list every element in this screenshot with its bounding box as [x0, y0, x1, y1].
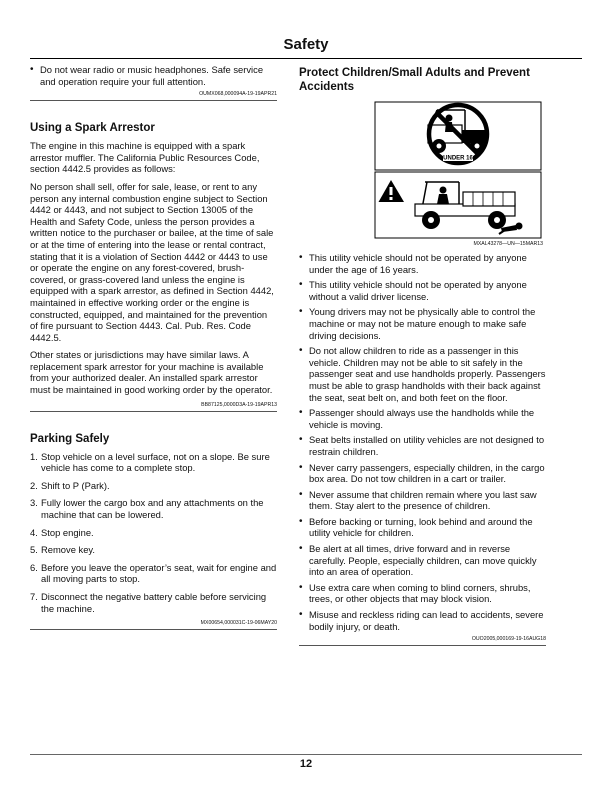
list-item: • Never assume that children remain where you last saw them. Stay alert to the presence of children. [299, 489, 546, 512]
left-column [30, 64, 277, 630]
age-limit-label: UNDER 16 [443, 155, 473, 162]
list-item: • Be alert at all times, drive forward and in reverse carefully. People, especially children, can move quickly into an area of operation. [299, 543, 546, 578]
step-text: Shift to P (Park). [41, 479, 110, 491]
list-item: • Misuse and reckless riding can lead to accidents, severe bodily injury, or death. [299, 609, 546, 632]
page-number: 12 [299, 758, 313, 770]
step-text: Stop vehicle on a level surface, not on a slope. Be sure vehicle has come to a complete stop. [41, 450, 270, 474]
list-item: • This utility vehicle should not be operated by anyone under the age of 16 years. [299, 252, 546, 275]
list-item: • Do not wear radio or music headphones. Safe service and operation require your full attention. [30, 64, 277, 87]
list-item: • Use extra care when coming to blind corners, shrubs, trees, or other objects that may block vision. [299, 582, 546, 605]
list-item [30, 451, 277, 474]
step-text: Before you leave the operator’s seat, wait for engine and all moving parts to stop. [41, 561, 277, 585]
title-divider [30, 58, 582, 59]
step-number: 6. [30, 561, 38, 573]
paragraph: No person shall sell, offer for sale, lease, or rent to any person any internal combustion engine subject to Section 4442 or 4443, and not subject to Section 13005 of the Health and Safety Code, unless the person provides a written notice to the purchaser or bailee, at the time of sale or at the time of entering into the lease or rental contract, stating that it is a violation of Section 4442 or 4443 to use or operate the engine on any forest-covered, brush-covered, or grass-covered land unless the engine is equipped with a spark arrestor, as defined in Section 4442, maintained in effective working order or the engine is constructed, equipped, and maintained for the prevention of fire pursuant to Section 4443. Cal. Pub. Res. Code 4442.5. [30, 180, 274, 343]
list-item [30, 591, 277, 614]
reference-code: MX00654,000031C-19-06MAY20 [30, 620, 277, 630]
list-item [30, 562, 277, 585]
intro-bullet-list [30, 64, 277, 87]
section-heading-protect-children: Protect Children/Small Adults and Prevent Accidents [299, 67, 530, 93]
step-number: 3. [30, 497, 38, 509]
list-item [30, 527, 277, 539]
list-item: • Before backing or turning, look behind and around the utility vehicle for children. [299, 516, 546, 539]
safety-illustration [373, 100, 543, 248]
step-number: 7. [30, 591, 38, 602]
child-safety-bullet-list [299, 252, 546, 632]
list-item: • Passenger should always use the handholds while the vehicle is moving. [299, 407, 546, 430]
list-item [30, 544, 277, 556]
list-item: • Seat belts installed on utility vehicles are not designed to restrain children. [299, 434, 546, 457]
paragraph: Other states or jurisdictions may have similar laws. A replacement spark arrestor for your machine is available from your authorized dealer. An installed spark arrestor must be maintained in good working order by the operator. [30, 349, 273, 396]
footer-divider [30, 754, 582, 755]
step-number: 5. [30, 544, 38, 556]
reference-code: OUO2005,000169-19-16AUG18 [299, 636, 546, 646]
safety-illustration-graphic [373, 100, 543, 240]
step-text: Fully lower the cargo box and any attachments on the machine that can be lowered. [41, 497, 264, 521]
list-item: • Never carry passengers, especially children, in the cargo box area. Do not tow children in a cart or trailer. [299, 462, 546, 485]
step-text: Remove key. [41, 544, 96, 556]
step-text: Disconnect the negative battery cable before servicing the machine. [41, 591, 267, 614]
list-item: • Do not allow children to ride as a passenger in this vehicle. Children may not be able to sit safely in the passenger seat and use handholds properly. Passengers must be able to grasp handholds with their back against the seat, seat belt on, and both feet on the floor. [299, 345, 546, 403]
list-item [30, 497, 277, 520]
parking-steps-list [30, 451, 277, 615]
list-item [30, 480, 277, 492]
list-item: • This utility vehicle should not be operated by anyone without a valid driver license. [299, 279, 546, 302]
reference-code: BB87125,0000D3A-19-19APR13 [30, 402, 277, 412]
list-item: • Young drivers may not be physically able to control the machine or may not be mature enough to make safe driving decisions. [299, 306, 546, 341]
reference-code: OUMX068,000094A-19-19APR21 [30, 91, 277, 101]
section-heading-parking-safely: Parking Safely [30, 432, 110, 445]
step-text: Stop engine. [41, 526, 94, 538]
step-number: 4. [30, 526, 38, 538]
page-title: Safety [283, 36, 329, 53]
section-heading-spark-arrestor: Using a Spark Arrestor [30, 122, 155, 135]
step-number: 2. [30, 479, 38, 491]
figure-code: MXAL43278—UN—15MAR13 [473, 241, 543, 247]
right-column [299, 64, 546, 646]
paragraph: The engine in this machine is equipped with a spark arrestor muffler. The California Public Resources Code, section 4442.5 provides as follows: [30, 140, 260, 175]
step-number: 1. [30, 450, 38, 462]
